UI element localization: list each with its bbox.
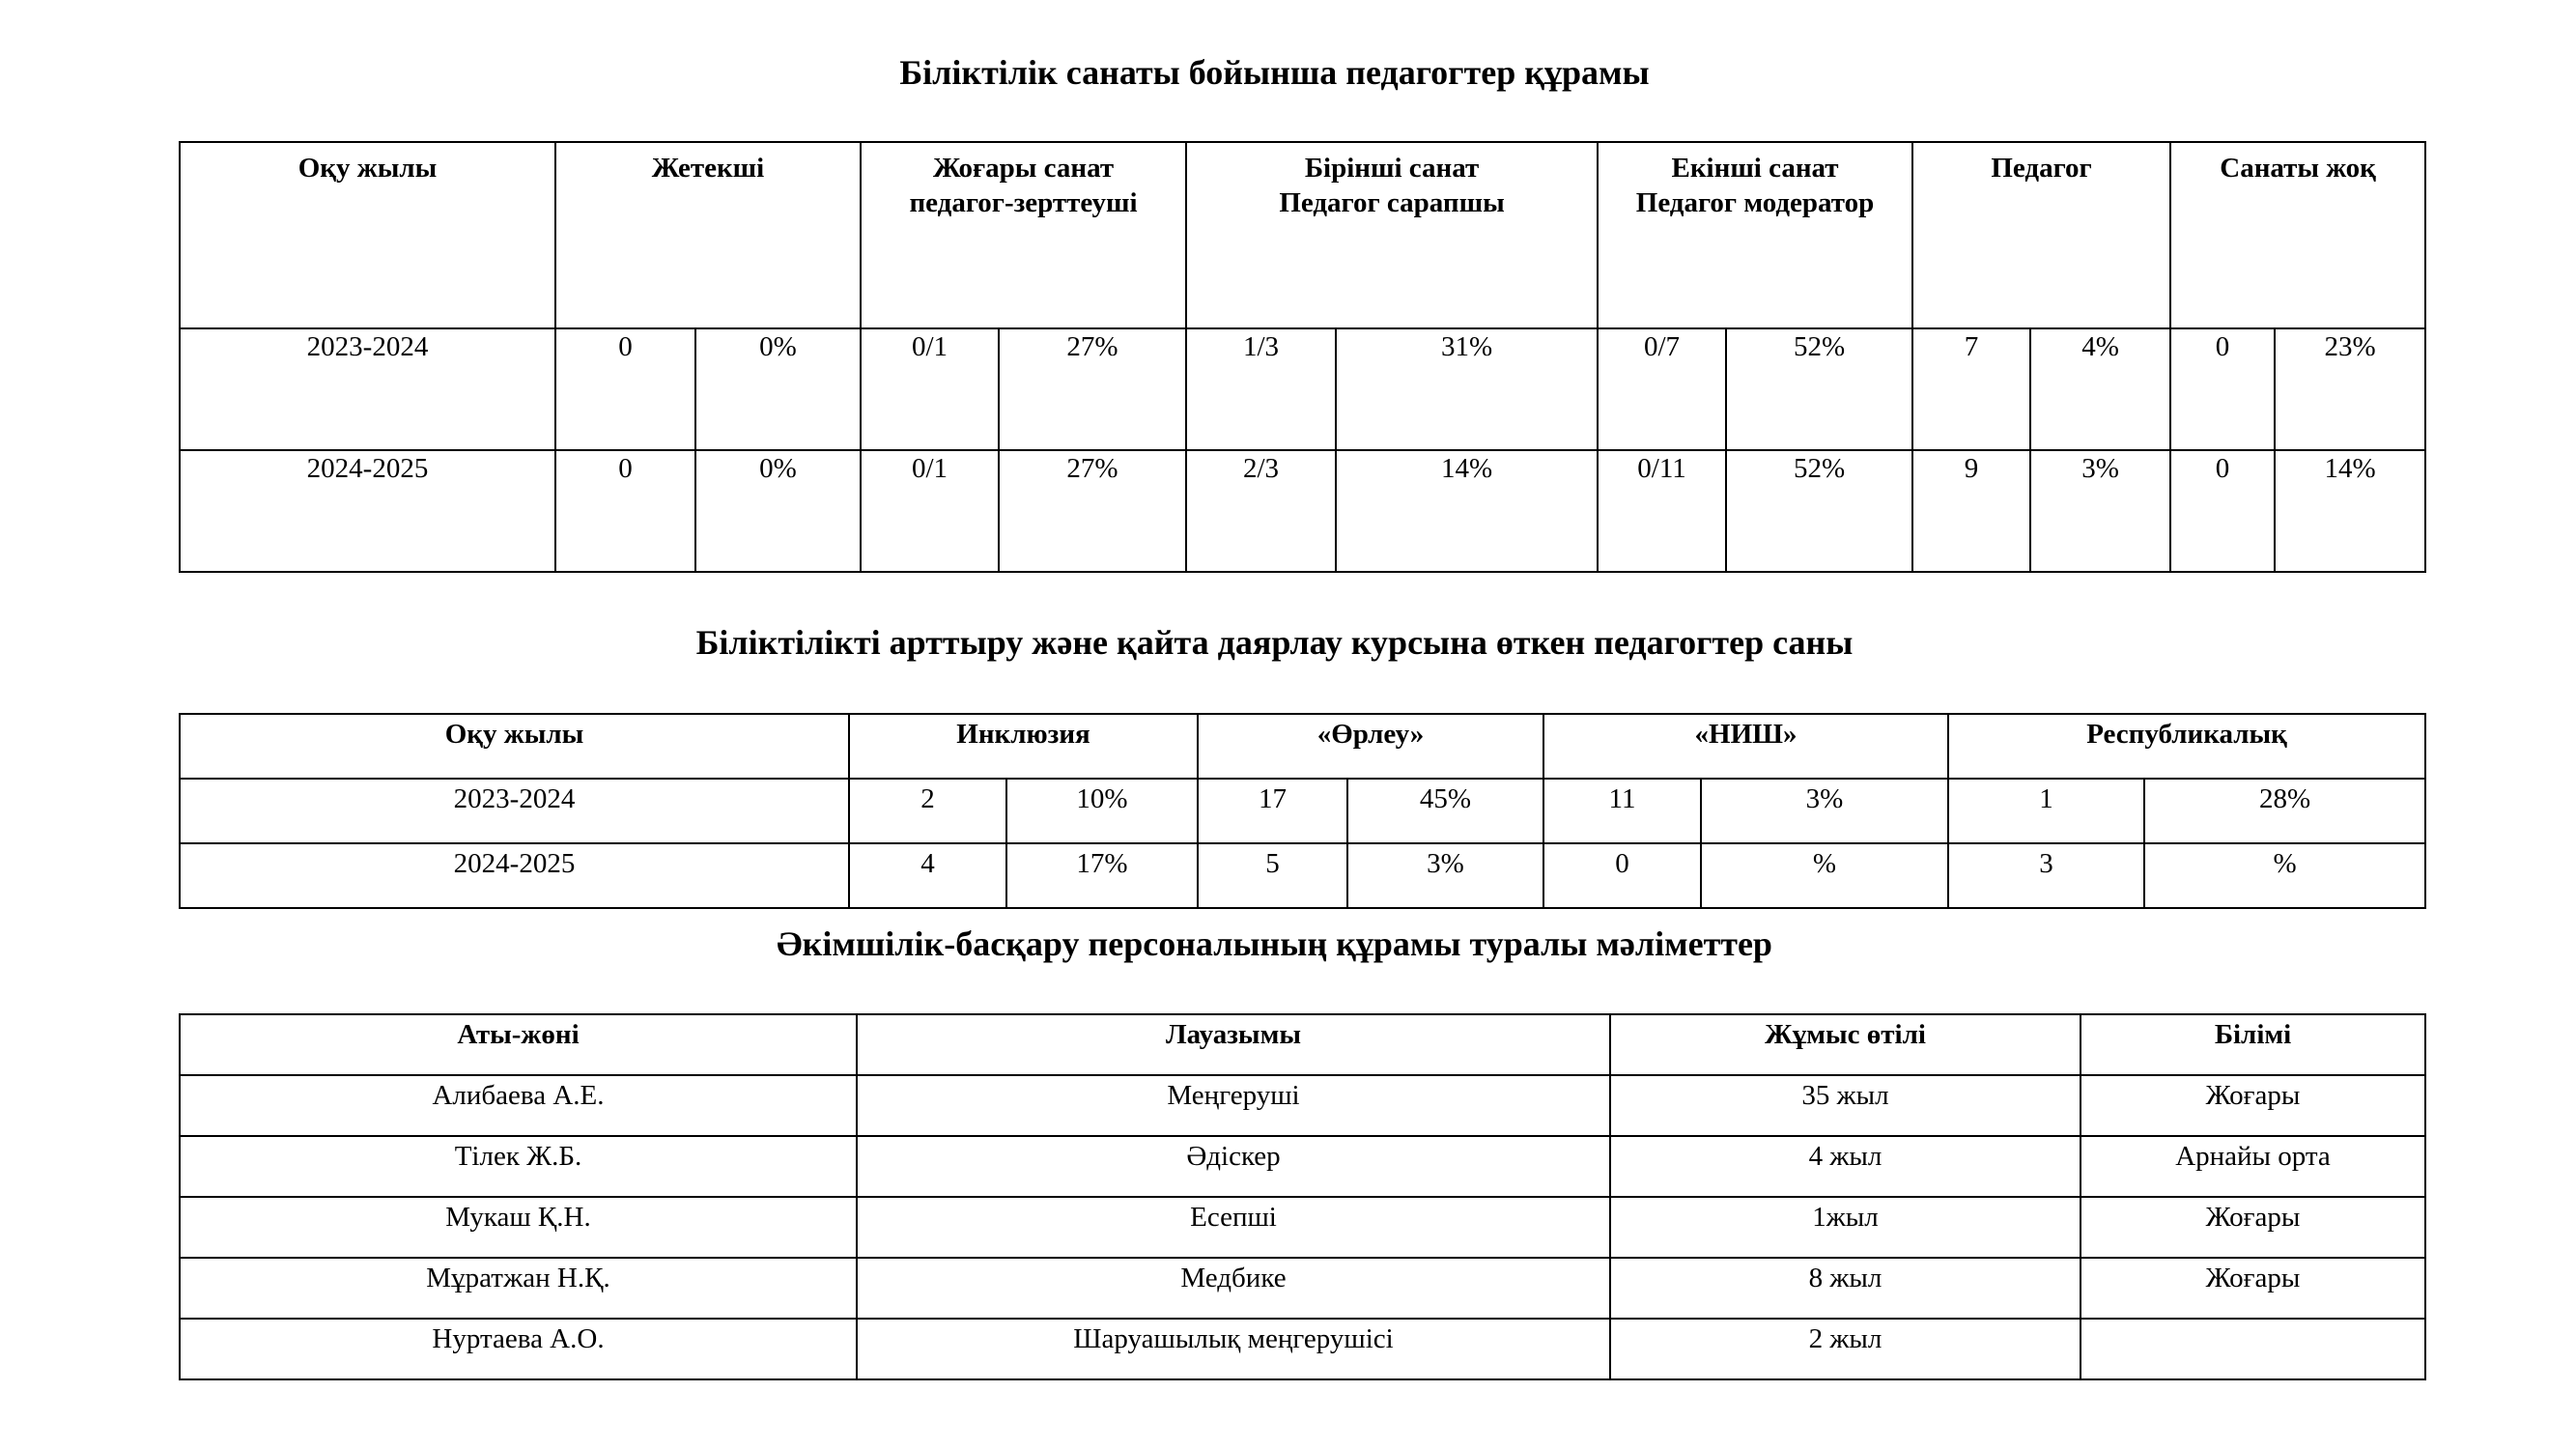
cell-inclusion-percent: 10% bbox=[1006, 779, 1198, 843]
cell-education: Жоғары bbox=[2081, 1258, 2425, 1319]
cell-none-percent: 14% bbox=[2275, 450, 2425, 572]
cell-education: Жоғары bbox=[2081, 1197, 2425, 1258]
header-republic: Республикалық bbox=[1948, 714, 2425, 779]
header-first-line2: Педагог сарапшы bbox=[1279, 187, 1505, 218]
cell-nish-count: 0 bbox=[1543, 843, 1701, 908]
cell-orleu-percent: 45% bbox=[1347, 779, 1543, 843]
cell-first-percent: 14% bbox=[1336, 450, 1598, 572]
cell-position: Есепші bbox=[857, 1197, 1610, 1258]
cell-nish-percent: 3% bbox=[1701, 779, 1948, 843]
cell-lead-count: 0 bbox=[555, 328, 695, 450]
cell-lead-percent: 0% bbox=[695, 450, 861, 572]
table-row bbox=[180, 450, 2425, 572]
cell-republic-count: 3 bbox=[1948, 843, 2144, 908]
cell-name: Нуртаева А.О. bbox=[180, 1319, 857, 1379]
cell-republic-count: 1 bbox=[1948, 779, 2144, 843]
table-row bbox=[180, 328, 2425, 450]
cell-position: Әдіскер bbox=[857, 1136, 1610, 1197]
cell-inclusion-count: 2 bbox=[849, 779, 1006, 843]
cell-first-percent: 31% bbox=[1336, 328, 1598, 450]
table-header-row bbox=[180, 1014, 2425, 1075]
cell-republic-percent: 28% bbox=[2144, 779, 2425, 843]
cell-education bbox=[2081, 1319, 2425, 1379]
cell-name: Алибаева А.Е. bbox=[180, 1075, 857, 1136]
cell-none-count: 0 bbox=[2170, 328, 2275, 450]
cell-position: Шаруашылық меңгерушісі bbox=[857, 1319, 1610, 1379]
cell-name: Мұратжан Н.Қ. bbox=[180, 1258, 857, 1319]
cell-experience: 35 жыл bbox=[1610, 1075, 2081, 1136]
cell-orleu-count: 17 bbox=[1198, 779, 1347, 843]
staff-table-title: Әкімшілік-басқару персоналының құрамы туралы мәліметтер bbox=[777, 924, 1772, 963]
cell-first-count: 2/3 bbox=[1186, 450, 1336, 572]
cell-orleu-percent: 3% bbox=[1347, 843, 1543, 908]
qualification-table bbox=[179, 141, 2426, 573]
cell-position: Меңгеруші bbox=[857, 1075, 1610, 1136]
cell-none-count: 0 bbox=[2170, 450, 2275, 572]
cell-high-percent: 27% bbox=[999, 450, 1186, 572]
header-lead: Жетекші bbox=[555, 142, 861, 328]
header-second-category bbox=[1598, 142, 1912, 328]
cell-teacher-percent: 3% bbox=[2030, 450, 2170, 572]
table-header-row bbox=[180, 142, 2425, 328]
cell-year: 2023-2024 bbox=[180, 328, 555, 450]
cell-lead-count: 0 bbox=[555, 450, 695, 572]
cell-name: Тілек Ж.Б. bbox=[180, 1136, 857, 1197]
table-row bbox=[180, 1258, 2425, 1319]
header-year: Оқу жылы bbox=[180, 714, 849, 779]
header-orleu: «Өрлеу» bbox=[1198, 714, 1543, 779]
table-row bbox=[180, 779, 2425, 843]
header-no-category: Санаты жоқ bbox=[2170, 142, 2425, 328]
cell-second-count: 0/11 bbox=[1598, 450, 1726, 572]
qualification-table-title: Біліктілік санаты бойынша педагогтер құрамы bbox=[899, 53, 1650, 92]
cell-teacher-percent: 4% bbox=[2030, 328, 2170, 450]
cell-lead-percent: 0% bbox=[695, 328, 861, 450]
table-row bbox=[180, 1319, 2425, 1379]
cell-high-count: 0/1 bbox=[861, 450, 999, 572]
cell-second-percent: 52% bbox=[1726, 450, 1912, 572]
header-year: Оқу жылы bbox=[180, 142, 555, 328]
staff-table bbox=[179, 1013, 2426, 1380]
cell-republic-percent: % bbox=[2144, 843, 2425, 908]
table-row bbox=[180, 1136, 2425, 1197]
header-second-line2: Педагог модератор bbox=[1635, 187, 1875, 218]
table-row bbox=[180, 1075, 2425, 1136]
cell-high-percent: 27% bbox=[999, 328, 1186, 450]
cell-experience: 4 жыл bbox=[1610, 1136, 2081, 1197]
header-first-line1: Бірінші санат bbox=[1304, 153, 1480, 184]
cell-nish-count: 11 bbox=[1543, 779, 1701, 843]
cell-position: Медбике bbox=[857, 1258, 1610, 1319]
header-nish: «НИШ» bbox=[1543, 714, 1948, 779]
header-experience: Жұмыс өтілі bbox=[1610, 1014, 2081, 1075]
header-position: Лауазымы bbox=[857, 1014, 1610, 1075]
cell-second-count: 0/7 bbox=[1598, 328, 1726, 450]
cell-experience: 8 жыл bbox=[1610, 1258, 2081, 1319]
cell-nish-percent: % bbox=[1701, 843, 1948, 908]
cell-education: Жоғары bbox=[2081, 1075, 2425, 1136]
cell-inclusion-percent: 17% bbox=[1006, 843, 1198, 908]
cell-year: 2023-2024 bbox=[180, 779, 849, 843]
header-teacher: Педагог bbox=[1912, 142, 2170, 328]
table-row bbox=[180, 843, 2425, 908]
cell-experience: 2 жыл bbox=[1610, 1319, 2081, 1379]
cell-name: Мукаш Қ.Н. bbox=[180, 1197, 857, 1258]
cell-inclusion-count: 4 bbox=[849, 843, 1006, 908]
cell-high-count: 0/1 bbox=[861, 328, 999, 450]
cell-year: 2024-2025 bbox=[180, 843, 849, 908]
header-first-category bbox=[1186, 142, 1598, 328]
cell-second-percent: 52% bbox=[1726, 328, 1912, 450]
cell-experience: 1жыл bbox=[1610, 1197, 2081, 1258]
header-high-line2: педагог-зерттеуші bbox=[909, 187, 1138, 218]
header-education: Білімі bbox=[2081, 1014, 2425, 1075]
training-table bbox=[179, 713, 2426, 909]
cell-teacher-count: 7 bbox=[1912, 328, 2030, 450]
cell-orleu-count: 5 bbox=[1198, 843, 1347, 908]
header-high-category bbox=[861, 142, 1186, 328]
header-name: Аты-жөні bbox=[180, 1014, 857, 1075]
header-second-line1: Екінші санат bbox=[1671, 153, 1839, 184]
table-row bbox=[180, 1197, 2425, 1258]
cell-none-percent: 23% bbox=[2275, 328, 2425, 450]
cell-education: Арнайы орта bbox=[2081, 1136, 2425, 1197]
header-high-line1: Жоғары санат bbox=[932, 153, 1115, 184]
header-inclusion: Инклюзия bbox=[849, 714, 1198, 779]
training-table-title: Біліктілікті арттыру және қайта даярлау курсына өткен педагогтер саны bbox=[695, 623, 1854, 662]
cell-year: 2024-2025 bbox=[180, 450, 555, 572]
cell-first-count: 1/3 bbox=[1186, 328, 1336, 450]
table-header-row bbox=[180, 714, 2425, 779]
cell-teacher-count: 9 bbox=[1912, 450, 2030, 572]
